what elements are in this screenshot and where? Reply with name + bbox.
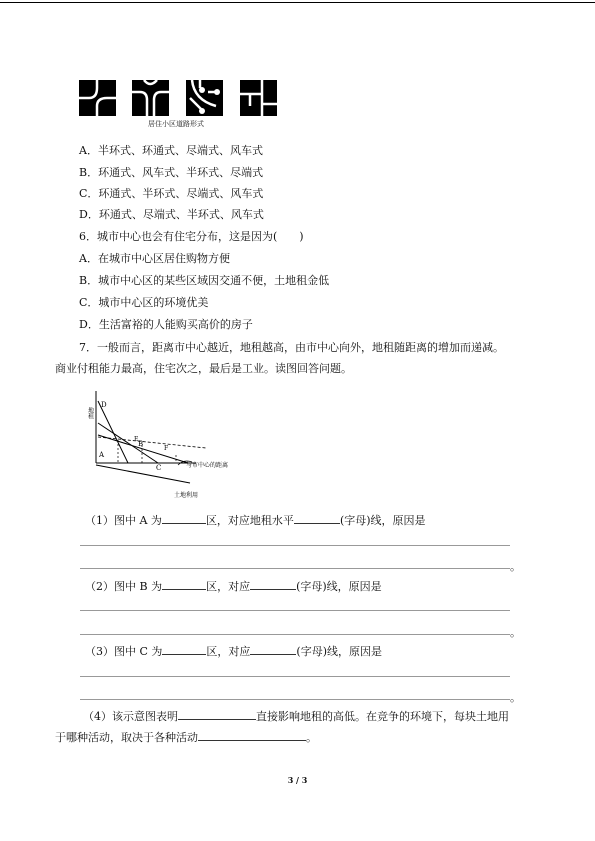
answer-line-3a[interactable] xyxy=(80,676,510,677)
label-a: A xyxy=(99,451,105,459)
blank-4b[interactable] xyxy=(198,729,306,741)
figure-caption: 居住小区道路形式 xyxy=(148,120,204,128)
subq-2 xyxy=(85,578,382,594)
q5-option-a: A．半环式、环通式、尽端式、风车式 xyxy=(79,144,263,157)
subq-3-text-b: 区，对应 xyxy=(206,645,251,658)
subq-2-text-a: （2）图中 B 为 xyxy=(85,580,163,593)
bottom-slope-line xyxy=(96,465,190,483)
rent-line-e xyxy=(98,423,158,463)
q6-option-a: A．在城市中心区居住购物方便 xyxy=(79,252,230,265)
label-f: F xyxy=(164,445,169,452)
road-layout-figure xyxy=(79,80,279,116)
subq-1-text-a: （1）图中 A 为 xyxy=(85,514,162,527)
q7-line2: 商业付租能力最高，住宅次之，最后是工业。读图回答问题。 xyxy=(55,362,352,375)
dashed-line-1 xyxy=(98,437,206,448)
label-b: B xyxy=(138,440,144,448)
answer-line-1b[interactable] xyxy=(80,568,510,569)
q6-stem: 6．城市中心也会有住宅分布，这是因为( ) xyxy=(79,230,304,243)
subq-3-text-a: （3）图中 C 为 xyxy=(85,645,163,658)
blank-1a[interactable] xyxy=(162,512,206,524)
y-axis-label: 地租 xyxy=(86,407,94,419)
subq-1-text-b: 区，对应地租水平 xyxy=(205,514,294,527)
blank-4a[interactable] xyxy=(178,708,256,720)
subq-4-text-a: （4）该示意图表明 xyxy=(83,710,178,723)
period-3: 。 xyxy=(510,691,521,704)
subq-4-text-b: 直接影响地租的高低。在竞争的环境下，每块土地用 xyxy=(256,710,509,723)
answer-line-2b[interactable] xyxy=(80,634,510,635)
answer-line-1a[interactable] xyxy=(80,545,510,546)
q7-stem xyxy=(55,337,540,379)
period-2: 。 xyxy=(510,626,521,639)
subq-3 xyxy=(85,643,382,659)
blank-2a[interactable] xyxy=(162,578,206,590)
blank-3a[interactable] xyxy=(162,643,206,655)
q5-option-b: B．环通式、风车式、半环式、尽端式 xyxy=(79,166,264,179)
q6-option-b: B．城市中心区的某些区域因交通不便，土地租金低 xyxy=(79,274,330,287)
q6-option-d: D．生活富裕的人能购买高价的房子 xyxy=(79,318,253,331)
subq-3-text-c: (字母)线，原因是 xyxy=(296,645,383,658)
bid-rent-diagram xyxy=(88,385,248,500)
blank-2b[interactable] xyxy=(250,578,296,590)
windmill-tile xyxy=(240,80,277,116)
answer-line-3b[interactable] xyxy=(80,699,510,700)
blank-3b[interactable] xyxy=(250,643,296,655)
loop-tile xyxy=(79,80,116,116)
loop-through-tile xyxy=(132,80,169,116)
label-d: D xyxy=(101,401,107,409)
bottom-line-label: 土地利用 xyxy=(174,492,199,499)
subq-1 xyxy=(85,512,426,528)
answer-line-2a[interactable] xyxy=(80,610,510,611)
subq-2-text-b: 区，对应 xyxy=(206,580,251,593)
q6-option-c: C．城市中心区的环境优美 xyxy=(79,296,209,309)
q5-option-d: D．环通式、尽端式、半环式、风车式 xyxy=(79,208,264,221)
q5-option-c: C．环通式、半环式、尽端式、风车式 xyxy=(79,187,264,200)
period-1: 。 xyxy=(510,560,521,573)
label-e: E xyxy=(134,436,139,443)
top-rule xyxy=(0,2,595,3)
subq-1-text-c: (字母)线，原因是 xyxy=(339,514,426,527)
subq-4-text-c: 于哪种活动，取决于各种活动 xyxy=(55,731,198,744)
subq-2-text-c: (字母)线，原因是 xyxy=(296,580,382,593)
q7-line1: 7．一般而言，距离市中心越近，地租越高，由市中心向外，地租随距离的增加而递减。 xyxy=(79,341,504,354)
x-axis-label: 与市中心的距离 xyxy=(186,462,229,469)
subq-4 xyxy=(55,706,545,748)
cul-de-sac-tile xyxy=(186,80,223,116)
label-c: C xyxy=(156,464,162,472)
blank-1b[interactable] xyxy=(294,512,340,524)
page-number: 3 / 3 xyxy=(287,775,308,785)
subq-4-text-d: 。 xyxy=(306,731,317,744)
